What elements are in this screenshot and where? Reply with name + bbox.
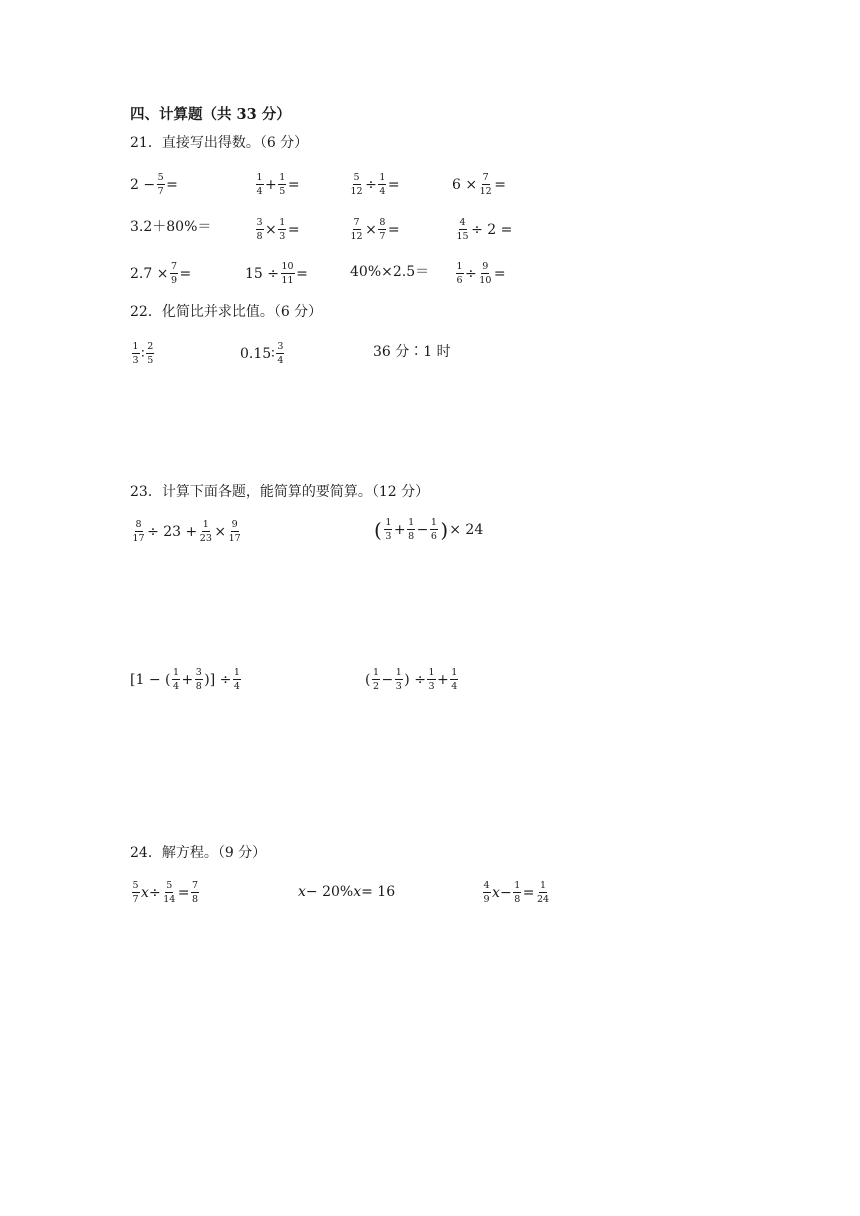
- q21-r2-c: $\frac{7}{12}$ × $\frac{8}{7}$ =: [350, 217, 400, 242]
- q21-r2-b: $\frac{3}{8}$ × $\frac{1}{3}$ =: [256, 217, 300, 242]
- q22-title: 22．化简比并求比值。（6 分）: [130, 304, 323, 320]
- q21-r1-c: $\frac{5}{12}$ ÷ $\frac{1}{4}$ =: [350, 172, 400, 197]
- fraction: $\frac{3}{4}$: [277, 341, 284, 366]
- fraction: $\frac{1}{4}$: [379, 172, 386, 197]
- fraction: $\frac{1}{3}$: [279, 217, 286, 242]
- fraction: $\frac{7}{12}$: [350, 217, 363, 242]
- q21-r3-a: 2.7 × $\frac{7}{9}$ =: [130, 261, 192, 286]
- fraction: $\frac{9}{10}$: [479, 261, 492, 286]
- fraction: $\frac{5}{12}$: [350, 172, 363, 197]
- fraction: $\frac{1}{8}$: [514, 880, 521, 905]
- q21-title: 21．直接写出得数。（6 分）: [130, 135, 309, 151]
- fraction: $\frac{5}{14}$: [163, 880, 176, 905]
- fraction: $\frac{1}{23}$: [199, 519, 212, 544]
- fraction: $\frac{5}{7}$: [132, 880, 139, 905]
- q23-title: 23．计算下面各题，能简算的要简算。（12 分）: [130, 484, 430, 500]
- fraction: $\frac{3}{8}$: [256, 217, 263, 242]
- q23-d: ( $\frac{1}{2}$ − $\frac{1}{3}$ ) ÷ $\frac{1}{3}$ + $\frac{1}{4}$: [365, 667, 458, 692]
- q21-r1-d: 6 × $\frac{7}{12}$ =: [452, 172, 506, 197]
- section-heading: 四、计算题（共 33 分）: [130, 106, 291, 123]
- fraction: $\frac{3}{8}$: [195, 667, 202, 692]
- fraction: $\frac{8}{7}$: [379, 217, 386, 242]
- fraction: $\frac{1}{2}$: [372, 667, 380, 692]
- q24-b: x − 20% x = 16: [298, 884, 396, 900]
- fraction: $\frac{5}{7}$: [157, 172, 164, 197]
- fraction: $\frac{1}{3}$: [385, 517, 392, 542]
- q21-r2-a: 3.2＋80%＝: [130, 219, 212, 235]
- fraction: $\frac{1}{8}$: [408, 517, 415, 542]
- q21-r1-a: 2 − $\frac{5}{7}$ =: [130, 172, 178, 197]
- fraction: $\frac{7}{8}$: [192, 880, 199, 905]
- fraction: $\frac{1}{24}$: [536, 880, 550, 905]
- q21-r3-c: 40%×2.5＝: [350, 264, 430, 280]
- fraction: $\frac{8}{17}$: [132, 519, 145, 544]
- fraction: $\frac{9}{17}$: [228, 519, 241, 544]
- q22-a: $\frac{1}{3}$ ∶ $\frac{2}{5}$: [132, 341, 154, 366]
- q24-c: $\frac{4}{9}$ x − $\frac{1}{8}$ = $\frac{1}{24}$: [483, 880, 550, 905]
- q23-a: $\frac{8}{17}$ ÷ 23 + $\frac{1}{23}$ × $\frac{9}{17}$: [132, 519, 241, 544]
- fraction: $\frac{1}{4}$: [256, 172, 263, 197]
- q22-c: 36 分∶1 时: [373, 344, 451, 360]
- q24-a: $\frac{5}{7}$ x ÷ $\frac{5}{14}$ = $\frac{7}{8}$: [132, 880, 199, 905]
- fraction: $\frac{1}{3}$: [132, 341, 139, 366]
- fraction: $\frac{1}{3}$: [395, 667, 402, 692]
- q21-r3-b: 15 ÷ $\frac{10}{11}$ =: [245, 261, 308, 286]
- fraction: $\frac{1}{3}$: [428, 667, 435, 692]
- fraction: $\frac{1}{6}$: [430, 517, 437, 542]
- q21-r3-d: $\frac{1}{6}$ ÷ $\frac{9}{10}$ =: [456, 261, 506, 286]
- fraction: $\frac{7}{9}$: [170, 261, 177, 286]
- fraction: $\frac{2}{5}$: [147, 341, 154, 366]
- q21-r1-b: $\frac{1}{4}$ + $\frac{1}{5}$ =: [256, 172, 300, 197]
- fraction: $\frac{1}{4}$: [451, 667, 458, 692]
- fraction: $\frac{1}{4}$: [233, 667, 240, 692]
- fraction: $\frac{4}{15}$: [456, 217, 469, 242]
- fraction: $\frac{1}{6}$: [456, 261, 463, 286]
- q22-b: 0.15∶ $\frac{3}{4}$: [240, 341, 284, 366]
- q21-r2-d: $\frac{4}{15}$ ÷ 2 =: [456, 217, 513, 242]
- q23-c: [1 − ( $\frac{1}{4}$ + $\frac{3}{8}$ )] ÷ $\frac{1}{4}$: [130, 667, 240, 692]
- fraction: $\frac{7}{12}$: [479, 172, 492, 197]
- q23-b: ( $\frac{1}{3}$ + $\frac{1}{8}$ − $\frac{1}{6}$ ) × 24: [374, 517, 484, 542]
- fraction: $\frac{4}{9}$: [483, 880, 490, 905]
- fraction: $\frac{1}{5}$: [279, 172, 286, 197]
- q24-title: 24．解方程。（9 分）: [130, 845, 267, 861]
- fraction: $\frac{1}{4}$: [172, 667, 180, 692]
- fraction: $\frac{10}{11}$: [281, 261, 294, 286]
